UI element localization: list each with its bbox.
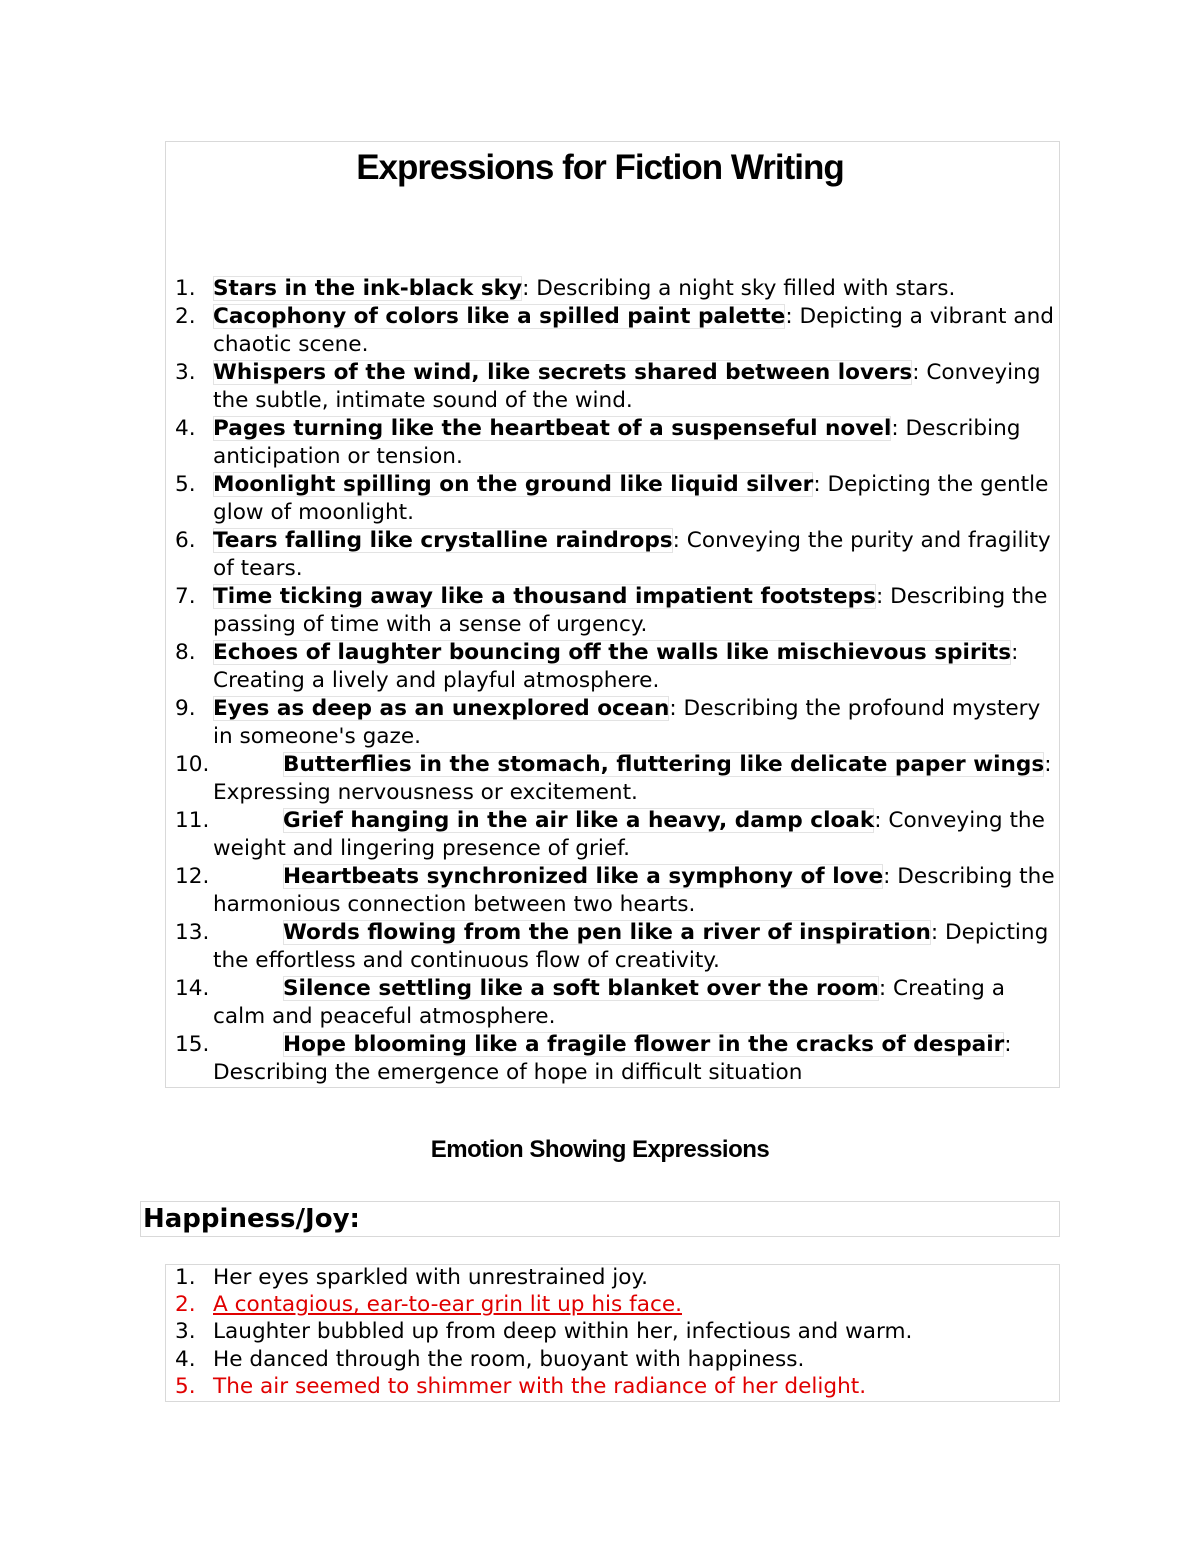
joy-heading: Happiness/Joy: [143, 1204, 360, 1234]
list-item: 4. Pages turning like the heartbeat of a suspenseful novel: Describing anticipation or tension. [175, 416, 1021, 469]
list-item: 1. Her eyes sparkled with unrestrained joy. [175, 1265, 649, 1290]
list-item: 2. A contagious, ear-to-ear grin lit up his face. [175, 1292, 682, 1318]
list-item: 9. Eyes as deep as an unexplored ocean: Describing the profound mystery in someone's gaze. [175, 696, 1041, 749]
list-item: 10. Butterflies in the stomach, fluttering like delicate paper wings: Expressing nervousness or excitement. [175, 752, 1052, 805]
list-item: 15. Hope blooming like a fragile flower in the cracks of despair: Describing the emergence of hope in difficult situation [175, 1032, 1012, 1085]
list-item: 6. Tears falling like crystalline raindrops: Conveying the purity and fragility of tears. [175, 528, 1051, 581]
list-item: 4. He danced through the room, buoyant with happiness. [175, 1346, 805, 1372]
list-item: 12. Heartbeats synchronized like a symphony of love: Describing the harmonious connection between two hearts. [175, 864, 1055, 917]
page-title: Expressions for Fiction Writing [356, 148, 844, 187]
list-item: 8. Echoes of laughter bouncing off the walls like mischievous spirits: Creating a lively and playful atmosphere. [175, 640, 1019, 693]
section-title: Emotion Showing Expressions [430, 1136, 770, 1163]
list-item: 14. Silence settling like a soft blanket over the room: Creating a calm and peaceful atmosphere. [175, 976, 1005, 1029]
list-item: 3. Whispers of the wind, like secrets shared between lovers: Conveying the subtle, intimate sound of the wind. [175, 360, 1041, 413]
list-item: 5. The air seemed to shimmer with the radiance of her delight. [175, 1373, 867, 1399]
list-item: 3. Laughter bubbled up from deep within her, infectious and warm. [175, 1319, 913, 1345]
list-item: 13. Words flowing from the pen like a river of inspiration: Depicting the effortless and continuous flow of creativity. [175, 920, 1049, 973]
expressions-list [175, 275, 1055, 1087]
list-item: 5. Moonlight spilling on the ground like liquid silver: Depicting the gentle glow of moonlight. [175, 472, 1049, 525]
joy-list [175, 1264, 1055, 1400]
list-item: 1. Stars in the ink-black sky: Describing a night sky filled with stars. [175, 276, 956, 301]
list-item: 11. Grief hanging in the air like a heavy, damp cloak: Conveying the weight and lingering presence of grief. [175, 808, 1045, 861]
list-item: 7. Time ticking away like a thousand impatient footsteps: Describing the passing of time with a sense of urgency. [175, 584, 1048, 637]
list-item: 2. Cacophony of colors like a spilled paint palette: Depicting a vibrant and chaotic scene. [175, 304, 1055, 357]
